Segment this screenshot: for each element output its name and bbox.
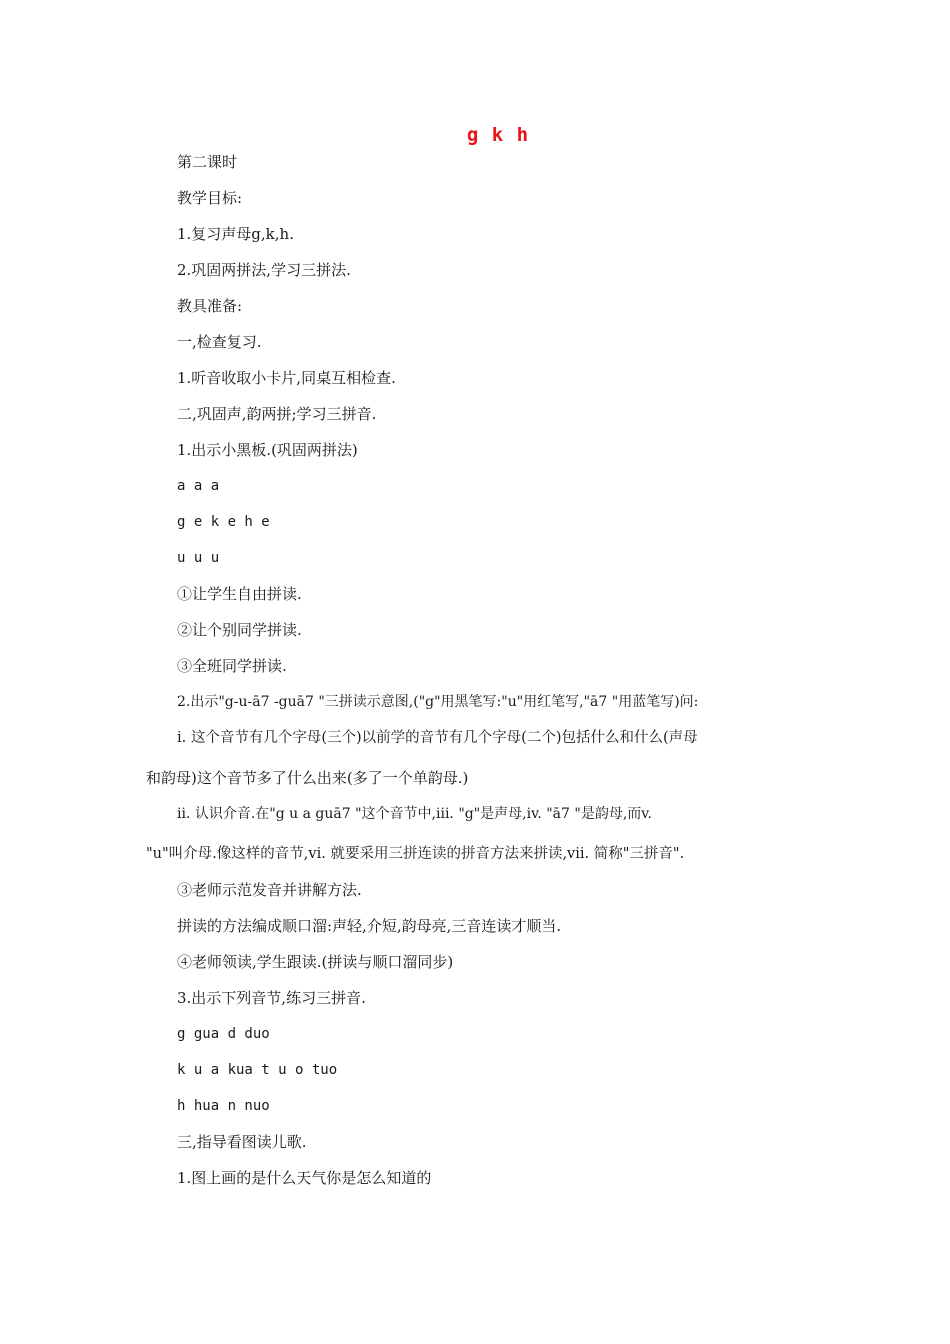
paragraph-line: i. 这个音节有几个字母(三个)以前学的音节有几个字母(二个)包括什么和什么(声母 xyxy=(177,730,698,746)
step-heading-review: 一,检查复习. xyxy=(177,333,262,351)
step-heading-reading: 三,指导看图读儿歌. xyxy=(177,1133,307,1151)
step-heading-practice: 二,巩固声,韵两拼;学习三拼音. xyxy=(177,405,377,423)
paragraph-line: ②让个别同学拼读. xyxy=(177,621,302,639)
paragraph-line: 1.图上画的是什么天气你是怎么知道的 xyxy=(177,1169,432,1187)
paragraph-line: ④老师领读,学生跟读.(拼读与顺口溜同步) xyxy=(177,953,454,971)
pinyin-row: k u a kua t u o tuo xyxy=(177,1062,338,1078)
objective-item-2: 2.巩固两拼法,学习三拼法. xyxy=(177,261,351,279)
page-title: g k h xyxy=(466,124,530,146)
pinyin-row: g gua d duo xyxy=(177,1026,270,1042)
paragraph-line: 拼读的方法编成顺口溜:声轻,介短,韵母亮,三音连读才顺当. xyxy=(177,917,562,935)
section-heading-objectives: 教学目标: xyxy=(177,189,243,207)
paragraph-line: ③老师示范发音并讲解方法. xyxy=(177,881,362,899)
paragraph-line: ii. 认识介音.在"g u a guā7 "这个音节中,iii. "g"是声母,iv. "ā7 "是韵母,而v. xyxy=(177,806,652,822)
paragraph-line: 1.听音收取小卡片,同桌互相检查. xyxy=(177,369,396,387)
pinyin-row: g e k e h e xyxy=(177,514,270,530)
pinyin-row: a a a xyxy=(177,478,220,494)
section-heading-materials: 教具准备: xyxy=(177,297,243,315)
paragraph-line: 1.出示小黑板.(巩固两拼法) xyxy=(177,441,358,459)
paragraph-line: 3.出示下列音节,练习三拼音. xyxy=(177,989,366,1007)
paragraph-line: 和韵母)这个音节多了什么出来(多了一个单韵母.) xyxy=(146,769,469,787)
paragraph-line: "u"叫介母.像这样的音节,vi. 就要采用三拼连读的拼音方法来拼读,vii. 简称"三拼音". xyxy=(146,846,685,862)
paragraph-line: ③全班同学拼读. xyxy=(177,657,287,675)
pinyin-row: h hua n nuo xyxy=(177,1098,270,1114)
paragraph-line: ①让学生自由拼读. xyxy=(177,585,302,603)
lesson-period: 第二课时 xyxy=(177,153,238,171)
paragraph-line: 2.出示"g-u-ā7 -guā7 "三拼读示意图,("g"用黑笔写:"u"用红笔写,"ā7 "用蓝笔写)问: xyxy=(177,694,699,710)
pinyin-row: u u u xyxy=(177,550,220,566)
objective-item-1: 1.复习声母g,k,h. xyxy=(177,225,294,243)
